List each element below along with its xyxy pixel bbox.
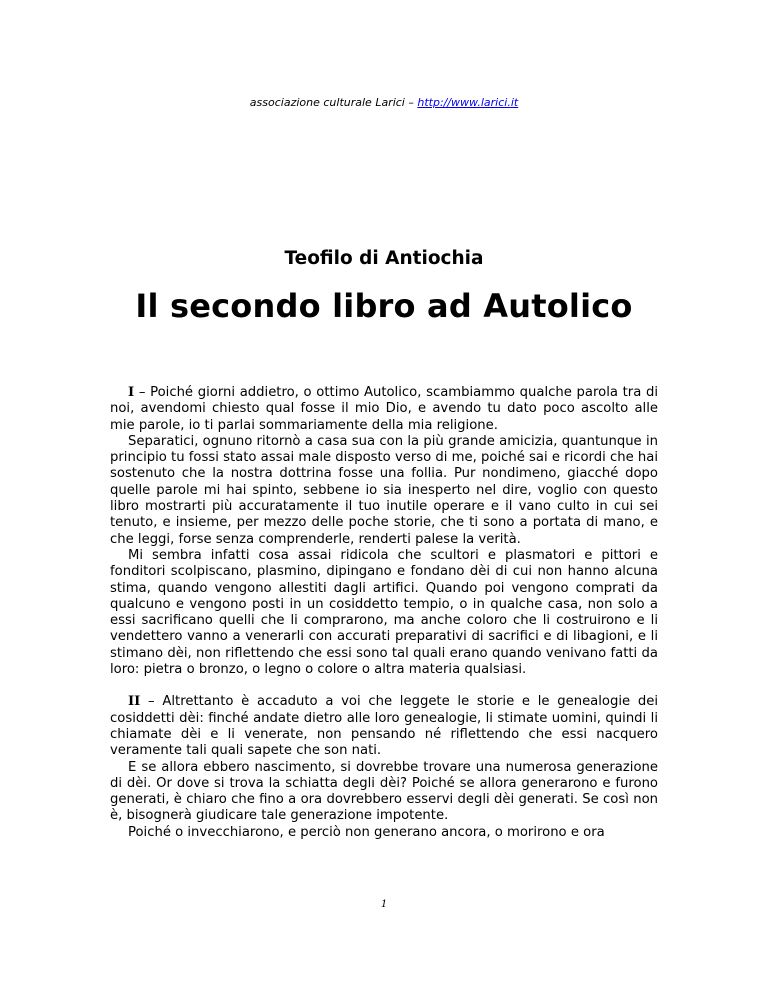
section-2-paragraph-2: E se allora ebbero nascimento, si dovrebbe trovare una numerosa generazione di dèi. Or dove si trova la schiatta degli dèi? Poiché se allora generarono e furono generati, è chiaro che fino a ora dovrebbero esservi degli dèi generati. Se così non è, bisognerà giudicare tale generazione impotente. [110, 759, 658, 824]
document-title: Il secondo libro ad Autolico [135, 287, 633, 325]
section-2-paragraph-1: II – Altrettanto è accaduto a voi che leggete le storie e le genealogie dei cosiddetti dèi: finché andate dietro alle loro genealogie, li stimate uomini, quindi li chiamate dèi e li venerate, non pensando né riflettendo che essi nacquero veramente tali quali sapete che son nati. [110, 694, 658, 759]
section-1-paragraph-3: Mi sembra infatti cosa assai ridicola che scultori e plasmatori e pittori e fonditori scolpiscano, plasmino, dipingano e fondano dèi di cui non hanno alcuna stima, quando vengono allestiti dagli artifici. Quando poi vengono comprati da qualcuno e vengono posti in un cosiddetto tempio, o in qualche casa, non solo a essi sacrificano quelli che li comprarono, ma anche coloro che li costruirono e li vendettero vanno a venerarli con accurati preparativi di sacrifici e di libagioni, e li stimano dèi, non riflettendo che essi sono tal quali erano quando venivano fatti da loro: pietra o bronzo, o legno o colore o altra materia qualsiasi. [110, 547, 658, 678]
section-2-paragraph-3: Poiché o invecchiarono, e perciò non generano ancora, o morirono e ora [128, 824, 605, 840]
author-name: Teofilo di Antiochia [284, 248, 484, 269]
section-numeral: I [128, 385, 135, 400]
document-page [110, 0, 658, 994]
body-text [110, 385, 658, 841]
section-1-paragraph-2: Separatici, ognuno ritornò a casa sua con la più grande amicizia, quantunque in principio tu fossi stato assai male disposto verso di me, poiché sai e ricordi che hai sostenuto che la nostra dottrina fosse una follia. Pur nondimeno, giacché dopo quelle parole mi hai spinto, sebbene io sia inesperto nel dire, voglio con questo libro mostrarti più accuratamente il tuo inutile operare e il vano culto in cui sei tenuto, e insieme, per mezzo delle poche storie, che ti sono a portata di mano, e che leggi, forse senza comprenderle, renderti palese la verità. [110, 433, 658, 547]
page-number: 1 [380, 899, 388, 910]
header-link[interactable]: http://www.larici.it [417, 96, 519, 109]
page-header [110, 96, 658, 110]
section-1-paragraph-1: I – Poiché giorni addietro, o ottimo Autolico, scambiammo qualche parola tra di noi, avendomi chiesto qual fosse il mio Dio, e avendo tu dato poco ascolto alle mie parole, io ti parlai sommariamente della mia religione. [110, 385, 658, 433]
section-numeral: II [128, 694, 141, 710]
header-text: associazione culturale Larici – [249, 96, 418, 109]
